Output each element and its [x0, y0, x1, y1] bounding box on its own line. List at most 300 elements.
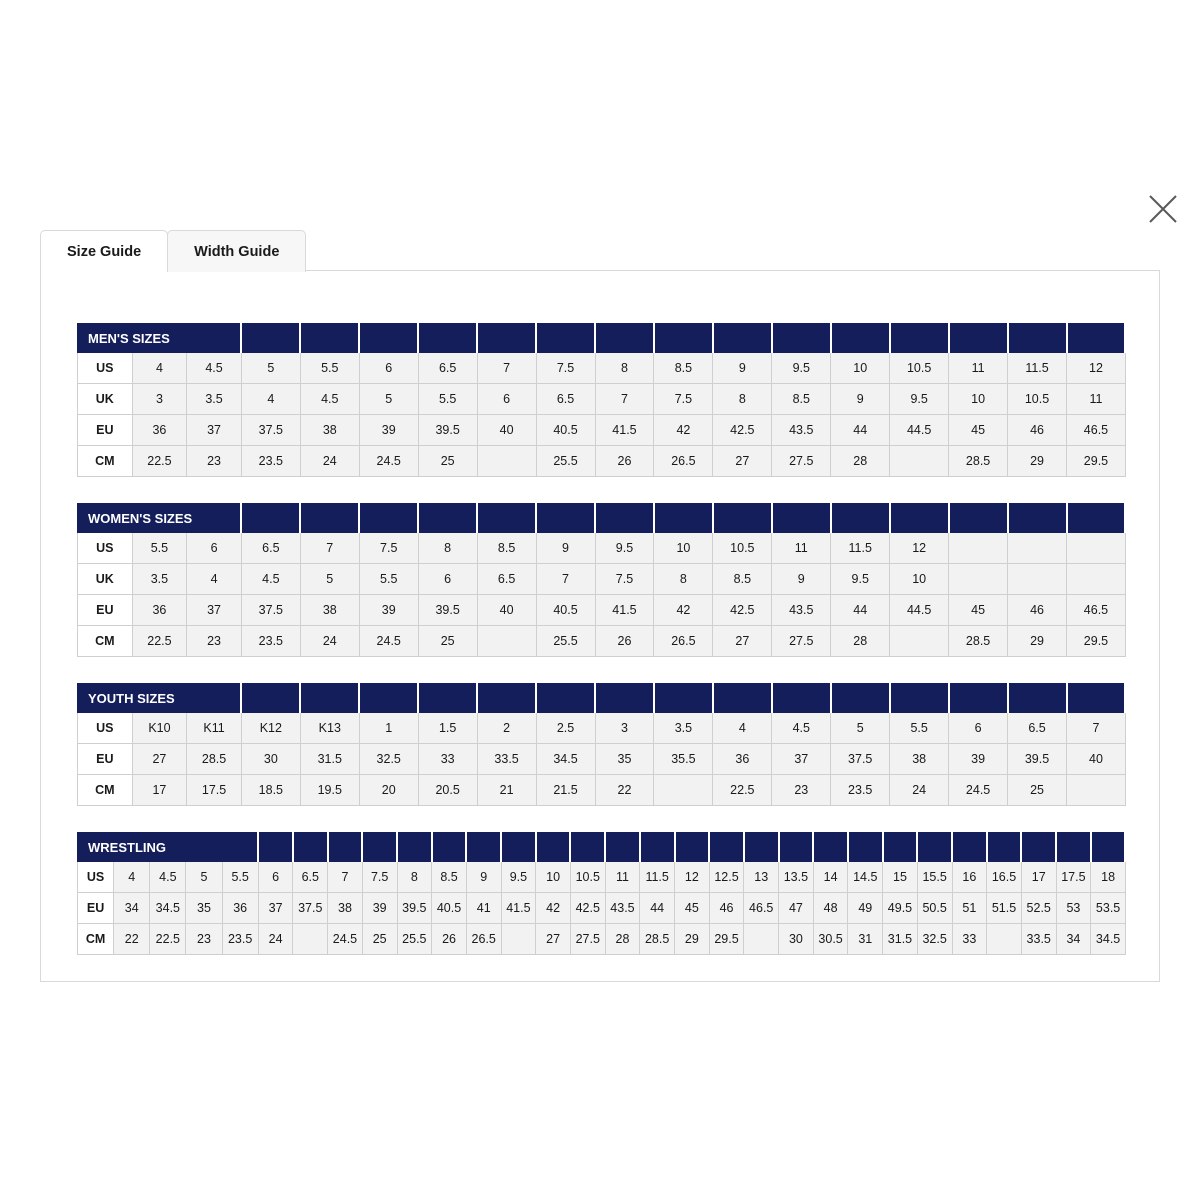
size-cell: 53: [1056, 893, 1091, 924]
size-cell: 28: [605, 924, 640, 955]
row-label: EU: [78, 893, 114, 924]
size-cell: 25.5: [397, 924, 432, 955]
row-label: CM: [78, 446, 133, 477]
size-cell: 24: [258, 924, 293, 955]
table-header-cell: [1008, 324, 1067, 353]
size-cell: 28: [831, 446, 890, 477]
size-cell: 40.5: [536, 595, 595, 626]
table-header-cell: [772, 324, 831, 353]
size-cell: 5: [186, 862, 222, 893]
size-cell: 44.5: [890, 595, 949, 626]
size-cell: 46.5: [1067, 415, 1126, 446]
size-cell: 40.5: [536, 415, 595, 446]
size-cell: 30: [779, 924, 814, 955]
size-cell: 26.5: [654, 446, 713, 477]
table-header-cell: [258, 833, 293, 862]
size-cell: 4.5: [241, 564, 300, 595]
size-cell: 31.5: [300, 744, 359, 775]
size-cell: 17: [132, 775, 187, 806]
size-cell: 30: [241, 744, 300, 775]
table-row: [78, 713, 1126, 744]
table-header-cell: [241, 504, 300, 533]
size-cell: 20: [359, 775, 418, 806]
size-cell: 15.5: [917, 862, 952, 893]
size-cell: 6: [258, 862, 293, 893]
table-header-cell: [477, 504, 536, 533]
size-cell: [654, 775, 713, 806]
size-cell: 41: [466, 893, 501, 924]
size-cell: 22.5: [150, 924, 186, 955]
size-cell: 5: [359, 384, 418, 415]
row-label: CM: [78, 924, 114, 955]
size-cell: 39: [359, 595, 418, 626]
size-cell: 46.5: [1067, 595, 1126, 626]
size-cell: 36: [222, 893, 258, 924]
size-cell: 43.5: [772, 595, 831, 626]
size-cell: 22: [595, 775, 654, 806]
tab-size-guide[interactable]: [40, 230, 168, 272]
size-cell: 8: [595, 353, 654, 384]
size-cell: 52.5: [1021, 893, 1056, 924]
size-cell: 22.5: [132, 626, 187, 657]
row-label: US: [78, 713, 133, 744]
size-cell: 39: [359, 415, 418, 446]
size-guide-panel: [40, 270, 1160, 982]
size-cell: 10: [831, 353, 890, 384]
size-cell: 46.5: [744, 893, 779, 924]
size-cell: 18: [1091, 862, 1126, 893]
size-cell: 29.5: [709, 924, 744, 955]
size-cell: 27: [713, 446, 772, 477]
size-cell: 6: [187, 533, 242, 564]
size-cell: 30.5: [813, 924, 848, 955]
row-label: UK: [78, 384, 133, 415]
table-header-cell: [595, 324, 654, 353]
table-title: WRESTLING: [78, 833, 259, 862]
size-cell: 37.5: [241, 595, 300, 626]
size-cell: 25: [1008, 775, 1067, 806]
table-header-cell: [675, 833, 710, 862]
size-cell: 23: [772, 775, 831, 806]
table-header-cell: [359, 324, 418, 353]
size-cell: 17.5: [1056, 862, 1091, 893]
size-cell: 12: [890, 533, 949, 564]
size-cell: 8.5: [772, 384, 831, 415]
table-row: [78, 924, 1126, 955]
size-cell: 8.5: [654, 353, 713, 384]
size-cell: 39.5: [418, 415, 477, 446]
size-cell: 6.5: [293, 862, 328, 893]
size-cell: [501, 924, 536, 955]
table-row: [78, 446, 1126, 477]
size-cell: 9: [466, 862, 501, 893]
table-header-cell: [300, 324, 359, 353]
size-cell: 51.5: [987, 893, 1022, 924]
size-cell: 10: [654, 533, 713, 564]
size-cell: [987, 924, 1022, 955]
size-cell: 13.5: [779, 862, 814, 893]
size-tables-container: [77, 323, 1125, 981]
size-cell: 6.5: [241, 533, 300, 564]
size-cell: 10: [536, 862, 571, 893]
table-row: [78, 775, 1126, 806]
size-cell: [1067, 775, 1126, 806]
table-header-cell: [241, 324, 300, 353]
youth-sizes-table: [77, 683, 1126, 806]
size-cell: [890, 446, 949, 477]
size-cell: 24: [300, 446, 359, 477]
size-cell: 3: [132, 384, 187, 415]
table-header-cell: [477, 324, 536, 353]
size-cell: 17: [1021, 862, 1056, 893]
size-cell: 2: [477, 713, 536, 744]
table-header-cell: [397, 833, 432, 862]
table-header-cell: [595, 684, 654, 713]
size-cell: 33: [418, 744, 477, 775]
size-cell: 24.5: [949, 775, 1008, 806]
table-header-cell: [772, 684, 831, 713]
size-cell: 6.5: [536, 384, 595, 415]
table-header-cell: [418, 324, 477, 353]
size-cell: 42: [536, 893, 571, 924]
size-cell: 37.5: [241, 415, 300, 446]
table-header-cell: [1021, 833, 1056, 862]
size-cell: 4: [713, 713, 772, 744]
table-row: [78, 415, 1126, 446]
table-header-cell: [359, 684, 418, 713]
size-cell: 8: [397, 862, 432, 893]
size-cell: 7.5: [654, 384, 713, 415]
size-cell: 10: [890, 564, 949, 595]
size-cell: 27.5: [570, 924, 605, 955]
size-cell: 37: [187, 415, 242, 446]
size-cell: 7: [300, 533, 359, 564]
size-cell: 8: [418, 533, 477, 564]
size-cell: 36: [713, 744, 772, 775]
size-cell: 10: [949, 384, 1008, 415]
table-row: [78, 893, 1126, 924]
table-header-cell: [848, 833, 883, 862]
close-icon[interactable]: [1140, 186, 1186, 232]
size-cell: 27.5: [772, 446, 831, 477]
table-title: YOUTH SIZES: [78, 684, 242, 713]
size-cell: 24: [890, 775, 949, 806]
table-header-cell: [654, 504, 713, 533]
table-header-cell: [1008, 504, 1067, 533]
size-cell: 3.5: [187, 384, 242, 415]
table-header-cell: [241, 684, 300, 713]
tab-width-guide-label: Width Guide: [194, 243, 280, 260]
table-header-cell: [1067, 684, 1126, 713]
size-cell: 43.5: [605, 893, 640, 924]
row-label: EU: [78, 744, 133, 775]
table-header-cell: [890, 684, 949, 713]
table-header-cell: [293, 833, 328, 862]
size-cell: 44: [831, 415, 890, 446]
tab-width-guide[interactable]: [167, 230, 306, 272]
size-cell: 21: [477, 775, 536, 806]
table-header-cell: [536, 833, 571, 862]
table-header-cell: [418, 684, 477, 713]
size-cell: 29.5: [1067, 446, 1126, 477]
table-header-cell: [466, 833, 501, 862]
size-cell: 16: [952, 862, 987, 893]
size-cell: 11: [605, 862, 640, 893]
size-cell: 7: [328, 862, 363, 893]
size-cell: [1008, 564, 1067, 595]
size-cell: 7.5: [362, 862, 397, 893]
size-cell: 44: [640, 893, 675, 924]
size-cell: 11: [772, 533, 831, 564]
size-cell: 41.5: [501, 893, 536, 924]
size-cell: 46: [1008, 595, 1067, 626]
size-cell: 29: [1008, 446, 1067, 477]
table-header-cell: [709, 833, 744, 862]
table-header-cell: [813, 833, 848, 862]
size-cell: 46: [1008, 415, 1067, 446]
size-cell: 9.5: [831, 564, 890, 595]
table-title: MEN'S SIZES: [78, 324, 242, 353]
size-cell: 40: [477, 595, 536, 626]
table-header-cell: [831, 504, 890, 533]
size-cell: 37: [187, 595, 242, 626]
size-cell: 39: [949, 744, 1008, 775]
size-cell: 21.5: [536, 775, 595, 806]
size-cell: 29: [1008, 626, 1067, 657]
size-cell: 42.5: [713, 595, 772, 626]
size-cell: 5: [241, 353, 300, 384]
size-cell: 42: [654, 415, 713, 446]
size-cell: 7: [595, 384, 654, 415]
size-cell: 35: [186, 893, 222, 924]
table-header-cell: [328, 833, 363, 862]
size-cell: 27.5: [772, 626, 831, 657]
size-cell: 23: [187, 446, 242, 477]
row-label: EU: [78, 595, 133, 626]
size-cell: 4.5: [772, 713, 831, 744]
size-cell: 39.5: [1008, 744, 1067, 775]
size-cell: [949, 533, 1008, 564]
size-cell: 6.5: [418, 353, 477, 384]
size-cell: 39.5: [418, 595, 477, 626]
size-cell: 4: [241, 384, 300, 415]
size-cell: 17.5: [187, 775, 242, 806]
table-header-cell: [300, 504, 359, 533]
size-cell: 41.5: [595, 595, 654, 626]
size-cell: 38: [300, 595, 359, 626]
table-header-cell: [605, 833, 640, 862]
size-cell: 4: [114, 862, 150, 893]
table-header-cell: [654, 324, 713, 353]
size-cell: 39: [362, 893, 397, 924]
size-cell: 4.5: [187, 353, 242, 384]
size-cell: 27: [536, 924, 571, 955]
size-cell: [890, 626, 949, 657]
table-header-cell: [536, 684, 595, 713]
size-cell: 4.5: [150, 862, 186, 893]
size-cell: 24.5: [359, 626, 418, 657]
size-cell: 11.5: [1008, 353, 1067, 384]
size-cell: 42: [654, 595, 713, 626]
size-cell: 33: [952, 924, 987, 955]
size-cell: 5.5: [890, 713, 949, 744]
size-cell: 5.5: [418, 384, 477, 415]
size-cell: 15: [883, 862, 918, 893]
size-cell: 25: [362, 924, 397, 955]
size-cell: [949, 564, 1008, 595]
table-row: [78, 384, 1126, 415]
size-cell: 11.5: [831, 533, 890, 564]
size-cell: 1: [359, 713, 418, 744]
size-cell: 7: [1067, 713, 1126, 744]
size-cell: 27: [713, 626, 772, 657]
table-header-cell: [536, 324, 595, 353]
size-cell: 10.5: [570, 862, 605, 893]
row-label: US: [78, 353, 133, 384]
size-cell: 28.5: [949, 446, 1008, 477]
size-cell: 35.5: [654, 744, 713, 775]
size-cell: 9: [536, 533, 595, 564]
table-row: [78, 595, 1126, 626]
table-header-cell: [1008, 684, 1067, 713]
size-cell: 5.5: [359, 564, 418, 595]
size-cell: 7.5: [536, 353, 595, 384]
size-cell: 34: [1056, 924, 1091, 955]
size-cell: 24: [300, 626, 359, 657]
size-cell: [477, 446, 536, 477]
size-cell: 31.5: [883, 924, 918, 955]
size-cell: 11: [1067, 384, 1126, 415]
size-cell: 27: [132, 744, 187, 775]
size-cell: 2.5: [536, 713, 595, 744]
size-cell: 28.5: [187, 744, 242, 775]
table-header-cell: [536, 504, 595, 533]
row-label: CM: [78, 626, 133, 657]
size-cell: 7: [477, 353, 536, 384]
size-cell: 9: [713, 353, 772, 384]
size-cell: 29: [675, 924, 710, 955]
size-cell: 9.5: [772, 353, 831, 384]
table-header-cell: [883, 833, 918, 862]
size-cell: 4: [187, 564, 242, 595]
size-cell: 26.5: [466, 924, 501, 955]
size-cell: 23.5: [222, 924, 258, 955]
size-cell: 32.5: [917, 924, 952, 955]
size-cell: 7.5: [359, 533, 418, 564]
size-cell: 26.5: [654, 626, 713, 657]
size-cell: 34.5: [1091, 924, 1126, 955]
size-cell: 25.5: [536, 626, 595, 657]
tab-bar: [40, 230, 1160, 272]
size-cell: 42.5: [570, 893, 605, 924]
table-header-cell: [713, 324, 772, 353]
table-row: [78, 533, 1126, 564]
size-cell: 26: [595, 446, 654, 477]
table-header-cell: [831, 324, 890, 353]
size-cell: 10.5: [890, 353, 949, 384]
size-cell: 14: [813, 862, 848, 893]
size-cell: 47: [779, 893, 814, 924]
size-cell: 8.5: [432, 862, 467, 893]
size-cell: 23: [187, 626, 242, 657]
size-cell: 13: [744, 862, 779, 893]
size-cell: 6: [359, 353, 418, 384]
table-header-cell: [654, 684, 713, 713]
table-row: [78, 564, 1126, 595]
table-header-cell: [1067, 504, 1126, 533]
size-cell: 9.5: [890, 384, 949, 415]
table-header-cell: [949, 324, 1008, 353]
size-cell: 31: [848, 924, 883, 955]
mens-sizes-table: [77, 323, 1126, 477]
size-cell: 25: [418, 626, 477, 657]
size-cell: 9.5: [501, 862, 536, 893]
table-title: WOMEN'S SIZES: [78, 504, 242, 533]
size-cell: 3.5: [654, 713, 713, 744]
size-cell: 5: [300, 564, 359, 595]
size-cell: [1008, 533, 1067, 564]
size-cell: 49: [848, 893, 883, 924]
size-cell: 7.5: [595, 564, 654, 595]
size-cell: 22.5: [132, 446, 187, 477]
size-cell: 12.5: [709, 862, 744, 893]
size-cell: 36: [132, 595, 187, 626]
size-cell: 40: [477, 415, 536, 446]
size-cell: 8: [713, 384, 772, 415]
size-cell: 41.5: [595, 415, 654, 446]
size-cell: 38: [328, 893, 363, 924]
table-header-cell: [713, 504, 772, 533]
size-cell: 53.5: [1091, 893, 1126, 924]
size-cell: 26: [432, 924, 467, 955]
table-header-cell: [713, 684, 772, 713]
table-header-cell: [1056, 833, 1091, 862]
table-header-cell: [831, 684, 890, 713]
size-cell: 4: [132, 353, 187, 384]
size-cell: 23.5: [241, 626, 300, 657]
size-cell: 38: [300, 415, 359, 446]
wrestling-sizes-table: [77, 832, 1126, 955]
table-header-cell: [359, 504, 418, 533]
size-cell: 11.5: [640, 862, 675, 893]
size-cell: 12: [675, 862, 710, 893]
size-cell: 44.5: [890, 415, 949, 446]
size-cell: 24.5: [328, 924, 363, 955]
size-cell: 37: [258, 893, 293, 924]
size-cell: 45: [675, 893, 710, 924]
size-cell: [1067, 564, 1126, 595]
size-cell: 45: [949, 595, 1008, 626]
table-header-cell: [477, 684, 536, 713]
size-cell: 34.5: [536, 744, 595, 775]
size-cell: 28.5: [640, 924, 675, 955]
size-cell: 6: [418, 564, 477, 595]
table-header-cell: [890, 504, 949, 533]
table-header-cell: [949, 504, 1008, 533]
size-cell: 28: [831, 626, 890, 657]
size-cell: 34: [114, 893, 150, 924]
size-cell: 23.5: [831, 775, 890, 806]
size-cell: 19.5: [300, 775, 359, 806]
size-cell: 44: [831, 595, 890, 626]
size-cell: 8.5: [713, 564, 772, 595]
size-cell: 33.5: [477, 744, 536, 775]
table-header-cell: [418, 504, 477, 533]
size-cell: 28.5: [949, 626, 1008, 657]
size-cell: 39.5: [397, 893, 432, 924]
table-header-cell: [779, 833, 814, 862]
size-cell: [477, 626, 536, 657]
